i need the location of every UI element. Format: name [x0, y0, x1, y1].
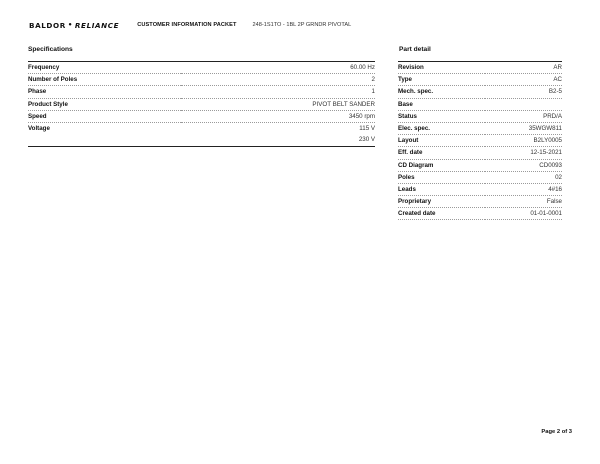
specifications-table	[28, 61, 375, 147]
specifications-heading: Specifications	[28, 46, 73, 53]
part-value: AR	[485, 62, 562, 74]
spec-label: Number of Poles	[28, 74, 181, 86]
table-row	[28, 62, 375, 74]
spec-label: Product Style	[28, 98, 181, 110]
table-row	[398, 171, 562, 183]
table-row	[398, 196, 562, 208]
page-header	[29, 19, 351, 31]
brand-right: RELIANCE	[74, 20, 120, 30]
table-row	[28, 86, 375, 98]
spec-value: PIVOT BELT SANDER	[181, 98, 375, 110]
part-value: 12-15-2021	[485, 147, 562, 159]
page-number: Page 2 of 3	[541, 429, 572, 435]
part-label: Proprietary	[398, 196, 485, 208]
table-bottom-rule	[28, 146, 375, 147]
part-value	[485, 98, 562, 110]
part-value: 35WGW811	[485, 122, 562, 134]
spec-label: Phase	[28, 86, 181, 98]
spec-label: Voltage	[28, 125, 50, 133]
part-label: Poles	[398, 171, 485, 183]
table-row	[28, 110, 375, 122]
brand-left: BALDOR	[29, 20, 66, 30]
part-label: Layout	[398, 135, 485, 147]
table-row	[398, 122, 562, 134]
brand-separator: •	[67, 21, 73, 29]
table-row	[28, 98, 375, 110]
part-label: Eff. date	[398, 147, 485, 159]
part-label: Revision	[398, 62, 485, 74]
brand-logo	[29, 21, 119, 30]
spec-value: 115 V	[359, 125, 375, 133]
table-row	[28, 134, 375, 145]
spec-value: 2	[181, 74, 375, 86]
spec-value: 3450 rpm	[181, 110, 375, 122]
part-value: AC	[485, 74, 562, 86]
table-row	[398, 98, 562, 110]
spec-label: Frequency	[28, 62, 181, 74]
table-row	[398, 208, 562, 220]
table-row	[398, 74, 562, 86]
part-value: 02	[485, 171, 562, 183]
document-title: CUSTOMER INFORMATION PACKET	[137, 22, 237, 28]
table-row	[398, 135, 562, 147]
part-detail-table	[398, 61, 562, 220]
part-value: PRD/A	[485, 110, 562, 122]
part-label: Elec. spec.	[398, 122, 485, 134]
part-value: B2LY0005	[485, 135, 562, 147]
spec-value: 230 V	[358, 136, 375, 144]
table-row	[398, 159, 562, 171]
spec-value: 1	[181, 86, 375, 98]
part-label: Base	[398, 98, 485, 110]
part-label: Type	[398, 74, 485, 86]
part-label: Leads	[398, 183, 485, 195]
table-row	[28, 74, 375, 86]
spec-label: Speed	[28, 110, 181, 122]
table-row	[28, 122, 375, 134]
table-row	[398, 147, 562, 159]
part-value: False	[485, 196, 562, 208]
table-row	[398, 183, 562, 195]
part-label: CD Diagram	[398, 159, 485, 171]
part-value: CD0093	[485, 159, 562, 171]
document-subtitle: 248-1S1TO - 1BL 2P GRNDR PIVOTAL	[252, 22, 352, 28]
part-value: 01-01-0001	[485, 208, 562, 220]
part-value: B2-5	[485, 86, 562, 98]
part-label: Status	[398, 110, 485, 122]
table-row	[398, 62, 562, 74]
part-label: Mech. spec.	[398, 86, 485, 98]
table-row	[398, 86, 562, 98]
spec-label	[28, 134, 181, 145]
table-row	[398, 110, 562, 122]
part-detail-heading: Part detail	[399, 46, 431, 53]
part-value: 4#16	[485, 183, 562, 195]
part-label: Created date	[398, 208, 485, 220]
spec-value: 60.00 Hz	[181, 62, 375, 74]
